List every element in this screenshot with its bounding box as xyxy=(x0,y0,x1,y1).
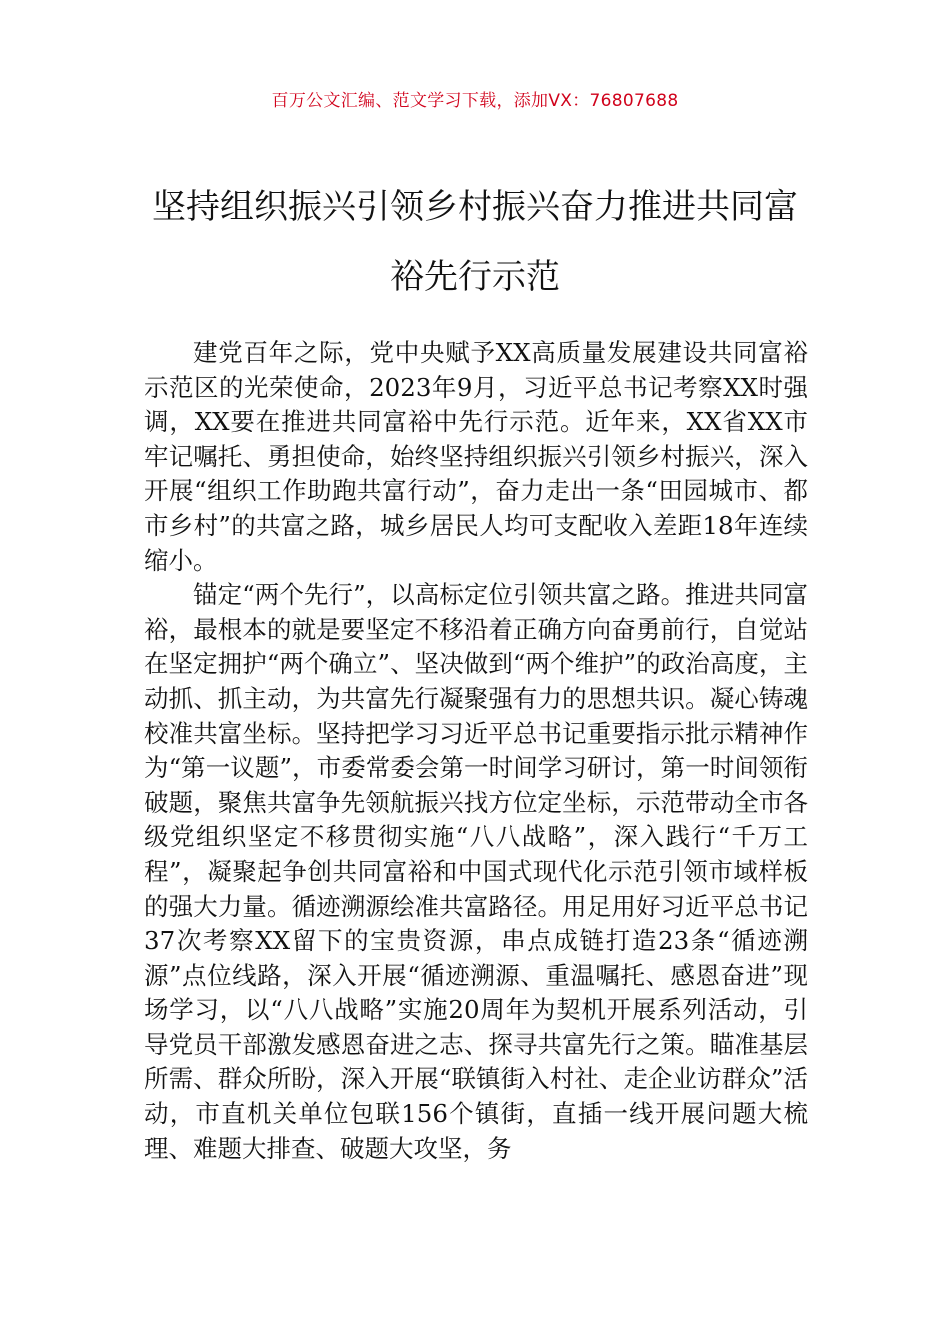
paragraph: 建党百年之际，党中央赋予XX高质量发展建设共同富裕示范区的光荣使命，2023年9月，习近平总书记考察XX时强调，XX要在推进共同富裕中先行示范。近年来，XX省XX市牢记嘱托、勇担使命，始终坚持组织振兴引领乡村振兴，深入开展“组织工作助跑共富行动”，奋力走出一条“田园城市、都市乡村”的共富之路，城乡居民人均可支配收入差距18年连续缩小。 xyxy=(144,338,808,575)
paragraph: 锚定“两个先行”，以高标定位引领共富之路。推进共同富裕，最根本的就是要坚定不移沿着正确方向奋勇前行，自觉站在坚定拥护“两个确立”、坚决做到“两个维护”的政治高度，主动抓、抓主动，为共富先行凝聚强有力的思想共识。凝心铸魂校准共富坐标。坚持把学习习近平总书记重要指示批示精神作为“第一议题”，市委常委会第一时间学习研讨，第一时间领衔破题，聚焦共富争先领航振兴找方位定坐标，示范带动全市各级党组织坚定不移贯彻实施“八八战略”，深入践行“千万工程”，凝聚起争创共同富裕和中国式现代化示范引领市域样板的强大力量。循迹溯源绘准共富路径。用足用好习近平总书记37次考察XX留下的宝贵资源，串点成链打造23条“循迹溯源”点位线路，深入开展“循迹溯源、重温嘱托、感恩奋进”现场学习，以“八八战略”实施20周年为契机开展系列活动，引导党员干部激发感恩奋进之志、探寻共富先行之策。瞄准基层所需、群众所盼，深入开展“联镇街入村社、走企业访群众”活动，市直机关单位包联156个镇街，直插一线开展问题大梳理、难题大排查、破题大攻坚，务 xyxy=(144,580,808,1163)
header-watermark-note: 百万公文汇编、范文学习下载，添加VX：76807688 xyxy=(271,91,679,111)
document-title: 坚持组织振兴引领乡村振兴奋力推进共同富裕先行示范 xyxy=(152,187,798,297)
document-body xyxy=(144,336,808,1166)
